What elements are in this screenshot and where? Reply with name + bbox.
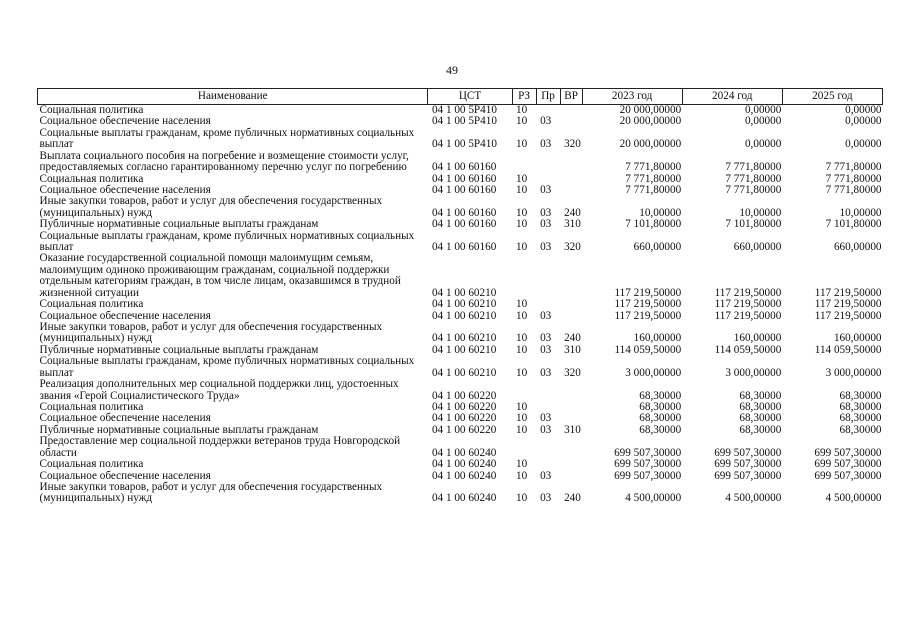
cell-2024: 68,30000 [739,389,782,402]
cell-2024: 68,30000 [739,400,782,413]
cell-pr: 03 [540,138,552,151]
cell-2025: 699 507,30000 [814,469,882,482]
cell-2023: 117 219,50000 [614,286,682,299]
cell-vr [560,459,582,470]
cell-2023: 7 771,80000 [625,172,682,185]
cell-name: Социальные выплаты гражданам, кроме публичных нормативных социальных выплат [39,355,415,379]
cell-cst: 04 1 00 60220 [431,412,497,425]
cell-2025: 68,30000 [839,423,882,436]
header-rz: РЗ [512,89,536,105]
cell-2023: 20 000,00000 [619,115,682,128]
cell-name: Иные закупки товаров, работ и услуг для обеспечения государственных (муниципальных) нужд [39,321,383,345]
cell-vr [560,311,582,322]
table-row [38,436,883,459]
cell-2023: 7 771,80000 [625,183,682,196]
cell-rz [512,436,536,459]
cell-vr [560,379,582,402]
cell-2023: 20 000,00000 [619,138,682,151]
cell-pr: 03 [540,206,552,219]
cell-cst: 04 1 00 5Р410 [431,138,497,151]
cell-name: Социальное обеспечение населения [39,469,211,482]
cell-cst: 04 1 00 60160 [431,218,497,231]
cell-2023: 7 101,80000 [625,218,682,231]
cell-vr: 240 [564,492,581,505]
cell-2023: 160,00000 [633,332,682,345]
cell-2024: 4 500,00000 [725,492,782,505]
cell-2025: 4 500,00000 [825,492,882,505]
cell-cst: 04 1 00 60160 [431,206,497,219]
header-name: Наименование [38,89,428,105]
cell-vr [560,436,582,459]
cell-2025: 117 219,50000 [814,298,882,311]
cell-cst: 04 1 00 60210 [431,298,497,311]
cell-vr [560,116,582,127]
cell-pr: 03 [540,343,552,356]
cell-2024: 114 059,50000 [714,343,782,356]
cell-cst: 04 1 00 60220 [431,389,497,402]
cell-pr: 03 [540,412,552,425]
cell-2024: 0,00000 [744,138,782,151]
cell-name: Социальная политика [39,104,144,116]
cell-2025: 7 771,80000 [825,161,882,174]
cell-vr: 320 [564,241,581,254]
cell-cst: 04 1 00 60210 [431,332,497,345]
cell-pr: 03 [540,218,552,231]
cell-2023: 20 000,00000 [619,104,682,116]
table-row [38,253,883,299]
cell-vr: 310 [564,218,581,231]
cell-2025: 117 219,50000 [814,286,882,299]
cell-rz [512,379,536,402]
table-row [38,459,883,470]
header-pr: Пр [536,89,560,105]
cell-2024: 699 507,30000 [714,446,782,459]
cell-cst: 04 1 00 60220 [431,400,497,413]
cell-2023: 68,30000 [639,412,682,425]
cell-cst: 04 1 00 60240 [431,446,497,459]
cell-2025: 699 507,30000 [814,446,882,459]
cell-pr [536,459,560,470]
cell-2024: 699 507,30000 [714,469,782,482]
table-row [38,299,883,310]
cell-name: Иные закупки товаров, работ и услуг для обеспечения государственных (муниципальных) нужд [39,195,383,219]
table-row [38,219,883,230]
cell-name: Реализация дополнительных мер социальной поддержки лиц, удостоенных звания «Герой Социалистического Труда» [39,378,399,402]
cell-2023: 699 507,30000 [614,458,682,471]
cell-pr [536,253,560,299]
cell-cst: 04 1 00 60240 [431,469,497,482]
budget-table [37,88,883,505]
cell-name: Социальное обеспечение населения [39,115,211,128]
cell-cst: 04 1 00 60210 [431,286,497,299]
cell-2025: 10,00000 [839,206,882,219]
cell-rz: 10 [516,412,528,425]
table-row [38,356,883,379]
cell-rz: 10 [516,241,528,254]
cell-2023: 699 507,30000 [614,469,682,482]
cell-2025: 0,00000 [845,104,882,116]
cell-name: Социальная политика [39,172,144,185]
cell-vr [560,174,582,185]
cell-2025: 68,30000 [839,412,882,425]
cell-2023: 114 059,50000 [614,343,682,356]
cell-2023: 4 500,00000 [625,492,682,505]
cell-name: Социальные выплаты гражданам, кроме публичных нормативных социальных выплат [39,229,415,254]
cell-2024: 7 771,80000 [725,161,782,174]
cell-name: Социальное обеспечение населения [39,183,211,196]
cell-2025: 0,00000 [845,138,882,151]
cell-rz: 10 [516,172,528,185]
cell-2025: 68,30000 [839,389,882,402]
cell-name: Социальная политика [39,400,144,413]
cell-name: Публичные нормативные социальные выплаты гражданам [39,343,319,356]
cell-name: Предоставление мер социальной поддержки ветеранов труда Новгородской области [39,435,401,459]
header-cst: ЦСТ [428,89,512,105]
cell-2024: 3 000,00000 [725,366,782,379]
cell-name: Оказание государственной социальной помощи малоимущим семьям, малоимущим одиноко проживающим гражданам, социальной поддержки отдельным категориям граждан, в том числе лицам, оказавшимся в трудной жизненной ситуации [39,252,401,299]
cell-rz: 10 [516,458,528,471]
cell-pr: 03 [540,183,552,196]
page-number: 49 [446,63,458,77]
cell-pr [536,379,560,402]
cell-vr: 240 [564,332,581,345]
cell-vr: 320 [564,138,581,151]
cell-2024: 117 219,50000 [714,298,782,311]
cell-cst: 04 1 00 60160 [431,161,497,174]
cell-2025: 3 000,00000 [825,366,882,379]
cell-cst: 04 1 00 60160 [431,241,497,254]
cell-cst: 04 1 00 60240 [431,458,497,471]
cell-rz: 10 [516,206,528,219]
cell-vr [560,471,582,482]
cell-name: Публичные нормативные социальные выплаты гражданам [39,423,319,436]
cell-vr: 310 [564,343,581,356]
cell-2023: 3 000,00000 [625,366,682,379]
cell-pr: 03 [540,469,552,482]
cell-cst: 04 1 00 5Р410 [431,115,497,128]
cell-pr: 03 [540,115,552,128]
cell-cst: 04 1 00 5Р410 [431,104,497,116]
table-row [38,151,883,174]
cell-rz: 10 [516,104,528,116]
table-row [38,128,883,151]
cell-2025: 0,00000 [845,115,882,128]
cell-cst: 04 1 00 60210 [431,343,497,356]
cell-2023: 117 219,50000 [614,298,682,311]
header-2024: 2024 год [682,89,782,105]
cell-name: Социальное обеспечение населения [39,309,211,322]
cell-rz [512,151,536,174]
cell-name: Социальное обеспечение населения [39,412,211,425]
table-body [38,105,883,505]
cell-rz: 10 [516,138,528,151]
cell-name: Социальная политика [39,298,144,311]
cell-2023: 660,00000 [633,241,682,254]
cell-cst: 04 1 00 60160 [431,172,497,185]
cell-2024: 117 219,50000 [714,309,782,322]
cell-2024: 699 507,30000 [714,458,782,471]
cell-2024: 660,00000 [733,241,782,254]
cell-2025: 7 771,80000 [825,183,882,196]
table-row [38,379,883,402]
cell-vr [560,299,582,310]
cell-pr [536,436,560,459]
cell-pr [536,151,560,174]
cell-2024: 0,00000 [744,115,782,128]
cell-cst: 04 1 00 60220 [431,423,497,436]
cell-2025: 114 059,50000 [814,343,882,356]
cell-2024: 0,00000 [744,104,782,116]
cell-cst: 04 1 00 60210 [431,309,497,322]
cell-vr [560,253,582,299]
cell-2024: 117 219,50000 [714,286,782,299]
cell-rz: 10 [516,218,528,231]
cell-pr: 03 [540,241,552,254]
cell-2024: 68,30000 [739,423,782,436]
cell-2024: 7 101,80000 [725,218,782,231]
cell-cst: 04 1 00 60240 [431,492,497,505]
cell-rz: 10 [516,183,528,196]
cell-rz: 10 [516,492,528,505]
cell-rz: 10 [516,423,528,436]
cell-cst: 04 1 00 60210 [431,366,497,379]
cell-2025: 68,30000 [839,400,882,413]
cell-vr: 310 [564,423,581,436]
cell-2025: 699 507,30000 [814,458,882,471]
cell-pr: 03 [540,332,552,345]
table-header [38,89,883,105]
cell-rz: 10 [516,400,528,413]
header-vr: ВР [560,89,582,105]
cell-rz: 10 [516,298,528,311]
cell-rz [512,253,536,299]
cell-2024: 10,00000 [739,206,782,219]
table-row [38,231,883,254]
cell-2024: 68,30000 [739,412,782,425]
cell-2023: 117 219,50000 [614,309,682,322]
cell-2023: 10,00000 [639,206,682,219]
cell-name: Социальные выплаты гражданам, кроме публичных нормативных социальных выплат [39,126,415,151]
cell-rz: 10 [516,309,528,322]
cell-name: Публичные нормативные социальные выплаты гражданам [39,218,319,231]
cell-2024: 7 771,80000 [725,172,782,185]
cell-vr [560,105,582,117]
cell-pr: 03 [540,492,552,505]
cell-pr: 03 [540,309,552,322]
cell-name: Выплата социального пособия на погребение и возмещение стоимости услуг, предоставляемых согласно гарантированному перечню услуг по погребению [39,149,409,174]
cell-rz: 10 [516,343,528,356]
table-row [38,322,883,345]
cell-name: Социальная политика [39,458,144,471]
table-row [38,196,883,219]
cell-name: Иные закупки товаров, работ и услуг для обеспечения государственных (муниципальных) нужд [39,480,383,505]
cell-2025: 7 101,80000 [825,218,882,231]
cell-vr [560,185,582,196]
cell-rz: 10 [516,115,528,128]
cell-2025: 660,00000 [833,241,882,254]
cell-2025: 7 771,80000 [825,172,882,185]
cell-cst: 04 1 00 60160 [431,183,497,196]
cell-2023: 7 771,80000 [625,161,682,174]
cell-2023: 68,30000 [639,400,682,413]
cell-vr: 240 [564,206,581,219]
cell-pr: 03 [540,423,552,436]
cell-2024: 160,00000 [733,332,782,345]
cell-vr: 320 [564,366,581,379]
cell-2025: 160,00000 [833,332,882,345]
cell-rz: 10 [516,332,528,345]
cell-vr [560,402,582,413]
cell-2024: 7 771,80000 [725,183,782,196]
cell-2023: 68,30000 [639,389,682,402]
cell-pr: 03 [540,366,552,379]
cell-pr [536,299,560,310]
header-2023: 2023 год [582,89,682,105]
table-row [38,482,883,505]
header-2025: 2025 год [782,89,882,105]
cell-2025: 117 219,50000 [814,309,882,322]
cell-2023: 699 507,30000 [614,446,682,459]
cell-rz: 10 [516,469,528,482]
cell-vr [560,151,582,174]
cell-rz: 10 [516,366,528,379]
cell-2023: 68,30000 [639,423,682,436]
